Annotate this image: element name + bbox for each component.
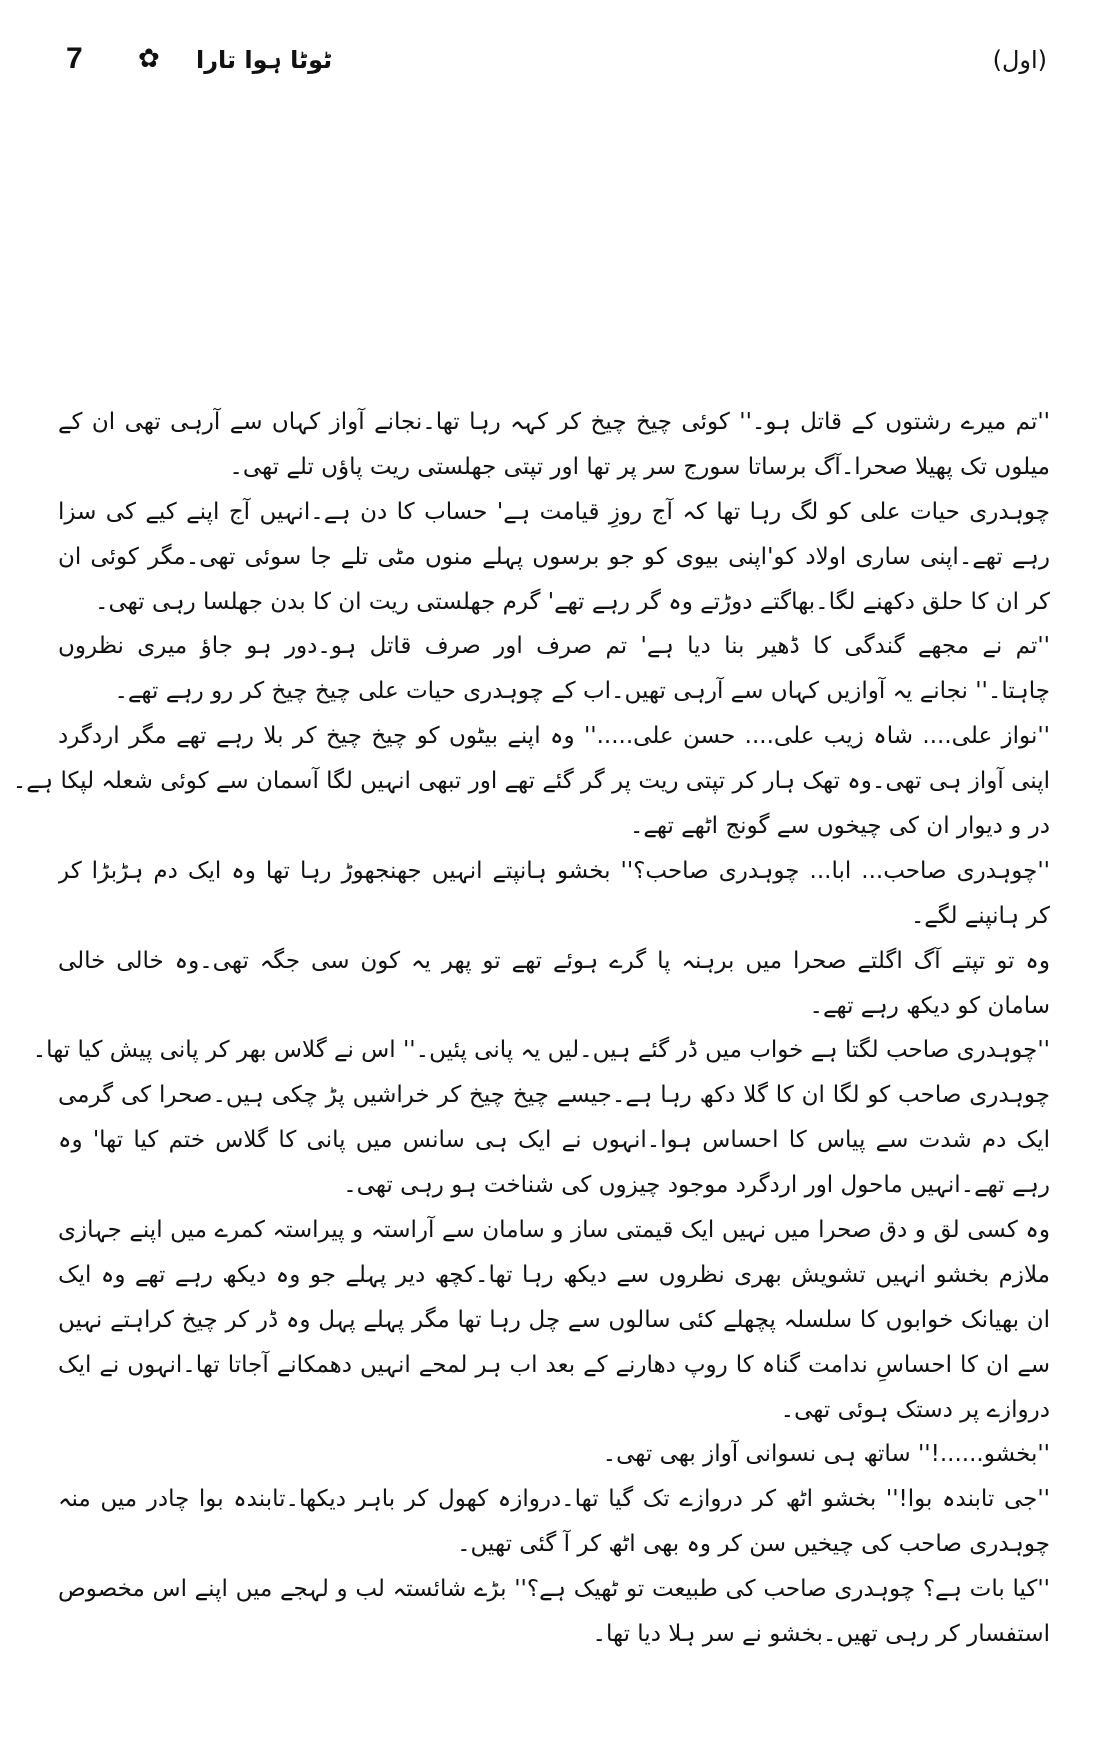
text-line: دروازے پر دستک ہوئی تھی۔ <box>780 1396 1050 1423</box>
text-line: ''نواز علی.... شاہ زیب علی.... حسن علی.....'' وہ اپنے بیٹوں کو چیخ چیخ کر بلا رہے تھے مگر اردگرد <box>58 723 1050 750</box>
text-line: رہے تھے۔اپنی ساری اولاد کو'اپنی بیوی کو جو برسوں پہلے منوں مٹی تلے جا سوئی تھی۔مگر کوئی ان <box>58 543 1050 570</box>
text-line: ایک دم شدت سے پیاس کا احساس ہوا۔انہوں نے ایک ہی سانس میں پانی کا گلاس ختم کیا تھا' وہ <box>58 1127 1050 1154</box>
text-line: اپنی آواز ہی تھی۔وہ تھک ہار کر تپتی ریت پر گر گئے تھے اور تبھی انہیں لگا آسمان سے کوئی شعلہ لپکا ہے۔ <box>12 768 1050 795</box>
text-line: ان بھیانک خوابوں کا سلسلہ پچھلے کئی سالوں سے چل رہا تھا مگر پہلے پہل وہ ڈر کر چیخ کراہتے نہیں <box>58 1306 1050 1333</box>
text-line: ملازم بخشو انہیں تشویش بھری نظروں سے دیکھ رہا تھا۔کچھ دیر پہلے جو وہ دیکھ رہے تھے وہ ایک <box>58 1261 1050 1288</box>
text-line: کر ان کا حلق دکھنے لگا۔بھاگتے دوڑتے وہ گر رہے تھے' گرم جھلستی ریت ان کا بدن جھلسا رہی تھی۔ <box>94 588 1050 615</box>
text-line: در و دیوار ان کی چیخوں سے گونج اٹھے تھے۔ <box>629 813 1050 840</box>
text-line: ''چوہدری صاحب... ابا... چوہدری صاحب؟'' بخشو ہانپتے انہیں جھنجھوڑ رہا تھا وہ ایک دم ہڑبڑا کر <box>58 857 1050 884</box>
text-line: رہے تھے۔انہیں ماحول اور اردگرد موجود چیزوں کی شناخت ہو رہی تھی۔ <box>343 1172 1050 1199</box>
text-line: ''چوہدری صاحب لگتا ہے خواب میں ڈر گئے ہیں۔لیں یہ پانی پئیں۔'' اس نے گلاس بھر کر پانی پیش کیا تھا۔ <box>32 1037 1050 1064</box>
page-number: 7 <box>66 42 83 75</box>
text-line: ''جی تابندہ بوا!'' بخشو اٹھ کر دروازے تک گیا تھا۔دروازہ کھول کر باہر دیکھا۔تابندہ بوا چادر میں منہ <box>58 1486 1050 1513</box>
text-line: استفسار کر رہی تھیں۔بخشو نے سر ہلا دیا تھا۔ <box>592 1621 1050 1648</box>
flower-ornament-icon: ✿ <box>138 44 160 74</box>
text-line: سے ان کا احساسِ ندامت گناہ کا روپ دھارنے کے بعد اب ہر لمحے انہیں دھمکانے آجاتا تھا۔انہوں نے ایک <box>58 1351 1050 1378</box>
text-line: سامان کو دیکھ رہے تھے۔ <box>809 992 1050 1019</box>
text-line: ''بخشو......!'' ساتھ ہی نسوانی آواز بھی تھی۔ <box>602 1441 1050 1468</box>
text-line: چوہدری صاحب کو لگا ان کا گلا دکھ رہا ہے۔جیسے چیخ چیخ کر خراشیں پڑ چکی ہیں۔صحرا کی گرمی <box>58 1082 1050 1109</box>
text-line: ''کیا بات ہے؟ چوہدری صاحب کی طبیعت تو ٹھیک ہے؟'' بڑے شائستہ لب و لہجے میں اپنے اس مخصوص <box>58 1576 1050 1603</box>
text-line: چوہدری صاحب کی چیخیں سن کر وہ بھی اٹھ کر آ گئی تھیں۔ <box>457 1531 1050 1558</box>
section-label: (اول) <box>992 46 1047 74</box>
text-line: ''تم نے مجھے گندگی کا ڈھیر بنا دیا ہے' تم صرف اور صرف قاتل ہو۔دور ہو جاؤ میری نظروں <box>58 633 1050 660</box>
text-line: وہ کسی لق و دق صحرا میں نہیں ایک قیمتی ساز و سامان سے آراستہ و پیراستہ کمرے میں اپنے جہازی <box>58 1217 1050 1244</box>
text-line: کر ہانپنے لگے۔ <box>910 902 1050 929</box>
body-text <box>12 400 1050 1657</box>
book-title: ٹوٹا ہوا تارا <box>196 46 333 74</box>
text-line: چوہدری حیات علی کو لگ رہا تھا کہ آج روزِ قیامت ہے' حساب کا دن ہے۔انہیں آج اپنے کیے کی سزا <box>58 498 1050 525</box>
text-line: چاہتا۔'' نجانے یہ آوازیں کہاں سے آرہی تھیں۔اب کے چوہدری حیات علی چیخ چیخ کر رو رہے تھے۔ <box>114 678 1050 705</box>
text-line: ''تم میرے رشتوں کے قاتل ہو۔'' کوئی چیخ چیخ کر کہہ رہا تھا۔نجانے آواز کہاں سے آرہی تھی ان کے <box>58 409 1050 435</box>
text-line: میلوں تک پھیلا صحرا۔آگ برساتا سورج سر پر تھا اور تپتی جھلستی ریت پاؤں تلے تھی۔ <box>229 453 1050 480</box>
text-line: وہ تو تپتے آگ اگلتے صحرا میں برہنہ پا گرے ہوئے تھے تو پھر یہ کون سی جگہ تھی۔وہ خالی خالی <box>58 947 1050 974</box>
